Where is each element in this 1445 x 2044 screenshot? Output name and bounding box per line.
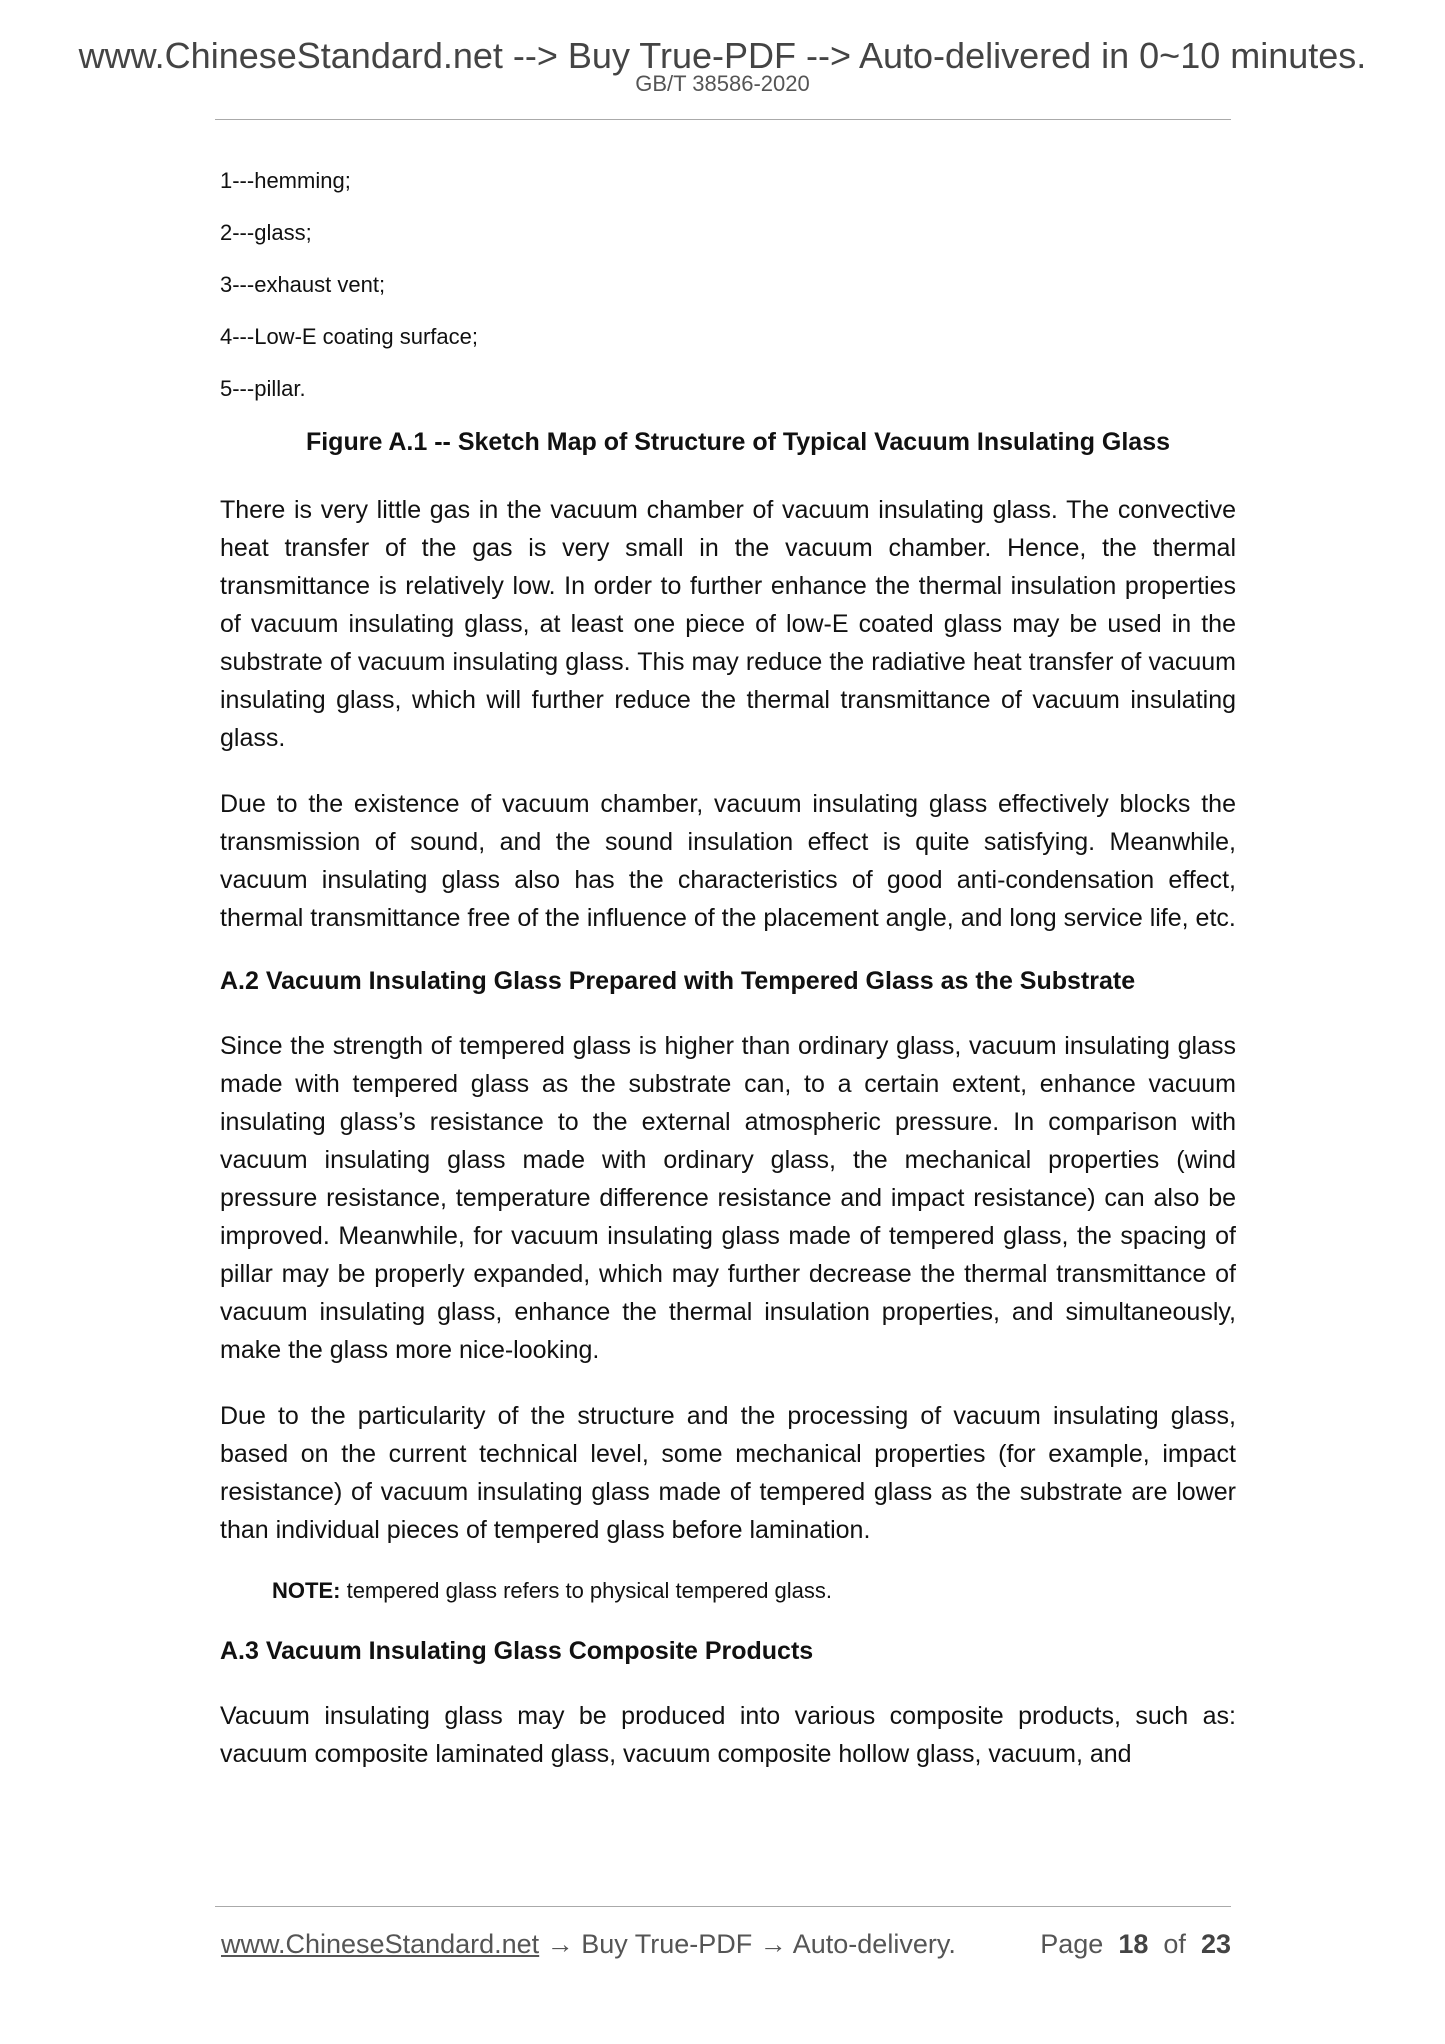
standard-number: GB/T 38586-2020: [635, 71, 810, 96]
footer-site-link[interactable]: www.ChineseStandard.net: [221, 1929, 540, 1959]
page-of: of: [1163, 1929, 1186, 1959]
page-current: 18: [1118, 1929, 1149, 1959]
figure-legend-item-1: 1---hemming;: [220, 168, 351, 193]
page-content: [220, 167, 1236, 1801]
note-text: tempered glass refers to physical tempered glass.: [346, 1578, 833, 1603]
note-label: NOTE:: [272, 1578, 341, 1603]
paragraph-tempered-strength: Since the strength of tempered glass is higher than ordinary glass, vacuum insulating glass made with tempered glass as the substrate can, to a certain extent, enhance vacuum insulating glass’s resistance to the external atmospheric pressure. In comparison with vacuum insulating glass made with ordinary glass, the mechanical properties (wind pressure resistance, temperature difference resistance and impact resistance) can also be improved. Meanwhile, for vacuum insulating glass made of tempered glass, the spacing of pillar may be properly expanded, which may further decrease the thermal transmittance of vacuum insulating glass, enhance the thermal insulation properties, and simultaneously, make the glass more nice-looking.: [220, 1032, 1236, 1364]
section-heading-a3: A.3 Vacuum Insulating Glass Composite Products: [220, 1637, 814, 1665]
figure-legend-item-4: 4---Low-E coating surface;: [220, 324, 478, 349]
header-divider: [215, 119, 1231, 120]
figure-legend-item-2: 2---glass;: [220, 220, 312, 245]
footer-tagline: → Buy True-PDF → Auto-delivery.: [546, 1929, 956, 1959]
note: [272, 1577, 1236, 1605]
page-indicator: [1040, 1924, 1231, 1964]
paragraph-sound-insulation: Due to the existence of vacuum chamber, vacuum insulating glass effectively blocks the transmission of sound, and the sound insulation effect is quite satisfying. Meanwhile, vacuum insulating glass also has the characteristics of good anti-condensation effect, thermal transmittance free of the influence of the placement angle, and long service life, etc.: [220, 790, 1236, 932]
page-label: Page: [1040, 1929, 1104, 1959]
page-footer: [221, 1924, 1231, 1964]
paragraph-composite-products: Vacuum insulating glass may be produced into various composite products, such as: vacuum composite laminated glass, vacuum composite hollow glass, vacuum, and: [220, 1702, 1236, 1768]
figure-legend-item-3: 3---exhaust vent;: [220, 272, 386, 297]
paragraph-low-e: There is very little gas in the vacuum chamber of vacuum insulating glass. The convective heat transfer of the gas is very small in the vacuum chamber. Hence, the thermal transmittance is relatively low. In order to further enhance the thermal insulation properties of vacuum insulating glass, at least one piece of low-E coated glass may be used in the substrate of vacuum insulating glass. This may reduce the radiative heat transfer of vacuum insulating glass, which will further reduce the thermal transmittance of vacuum insulating glass.: [220, 496, 1236, 752]
figure-legend-item-5: 5---pillar.: [220, 376, 306, 401]
footer-divider: [215, 1906, 1231, 1907]
figure-caption: Figure A.1 -- Sketch Map of Structure of Typical Vacuum Insulating Glass: [305, 428, 1171, 456]
page-total: 23: [1200, 1929, 1231, 1959]
header-banner: www.ChineseStandard.net --> Buy True-PDF --> Auto-delivered in 0~10 minutes.: [78, 35, 1367, 76]
section-heading-a2: A.2 Vacuum Insulating Glass Prepared with Tempered Glass as the Substrate: [220, 967, 1136, 995]
paragraph-tempered-limitations: Due to the particularity of the structure and the processing of vacuum insulating glass, based on the current technical level, some mechanical properties (for example, impact resistance) of vacuum insulating glass made of tempered glass as the substrate are lower than individual pieces of tempered glass before lamination.: [220, 1402, 1236, 1544]
footer-promo: [221, 1924, 956, 1964]
